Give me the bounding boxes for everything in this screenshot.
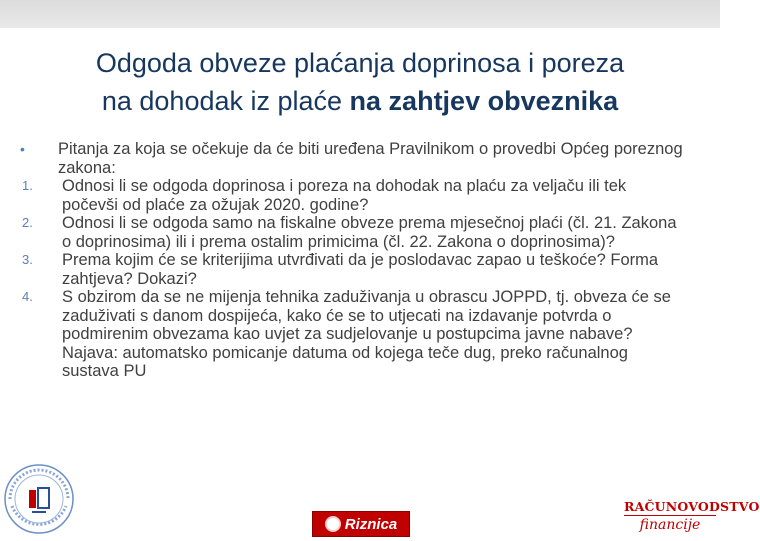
title-line-2-bold: na zahtjev obveznika — [349, 86, 619, 116]
title-line-1: Odgoda obveze plaćanja doprinosa i poreza — [95, 48, 625, 78]
list-item-text: Odnosi li se odgoda doprinosa i poreza na dohodak na plaću za veljaču ili tek počevši od plaće za ožujak 2020. godine? — [62, 177, 627, 214]
top-band — [0, 0, 720, 28]
list-item — [20, 288, 685, 381]
list-number: 2. — [22, 215, 33, 230]
list-number: 3. — [22, 252, 33, 267]
list-number: 4. — [22, 289, 33, 304]
riznica-logo-text: Riznica — [344, 515, 398, 533]
list-item — [20, 177, 685, 214]
list-number: 1. — [22, 178, 33, 193]
slide-title — [20, 44, 700, 120]
list-item-text: Prema kojim će se kriterijima utvrđivati da je poslodavac zapao u teškoće? Forma zahtjeva? Dokazi? — [62, 251, 659, 288]
intro-row — [20, 140, 685, 177]
racunovodstvo-logo — [624, 499, 760, 537]
list-item-text: S obzirom da se ne mijenja tehnika zaduživanja u obrascu JOPPD, tj. obveza će se zaduživati s danom dospijeća, kako će se to utjecati na izdavanje potvrda o podmirenim obvezama kao uvjet za sudjelovanje u postupcima javne nabave? Najava: automatsko pomicanje datuma od kojega teče dug, preko računalnog sustava PU — [62, 288, 671, 380]
racunovodstvo-logo-line1: RAČUNOVODSTVO — [624, 499, 760, 514]
slide-body — [20, 140, 685, 381]
riznica-emblem-icon — [325, 516, 341, 532]
intro-text: Pitanja za koja se očekuje da će biti uređena Pravilnikom o provedbi Općeg poreznog zakona: — [58, 140, 683, 177]
racunovodstvo-logo-line2: financije — [639, 517, 701, 533]
title-line-2-regular: na dohodak iz plaće — [101, 86, 350, 116]
riznica-logo — [312, 511, 410, 537]
title-line-2 — [20, 82, 700, 120]
association-seal-logo-icon — [2, 462, 76, 536]
list-item-text: Odnosi li se odgoda samo na fiskalne obveze prema mjesečnoj plaći (čl. 21. Zakona o doprinosima) ili i prema ostalim primicima (čl. 22. Zakona o doprinosima)? — [62, 214, 677, 251]
list-item — [20, 251, 685, 288]
list-item — [20, 214, 685, 251]
bullet-icon: • — [20, 141, 25, 157]
